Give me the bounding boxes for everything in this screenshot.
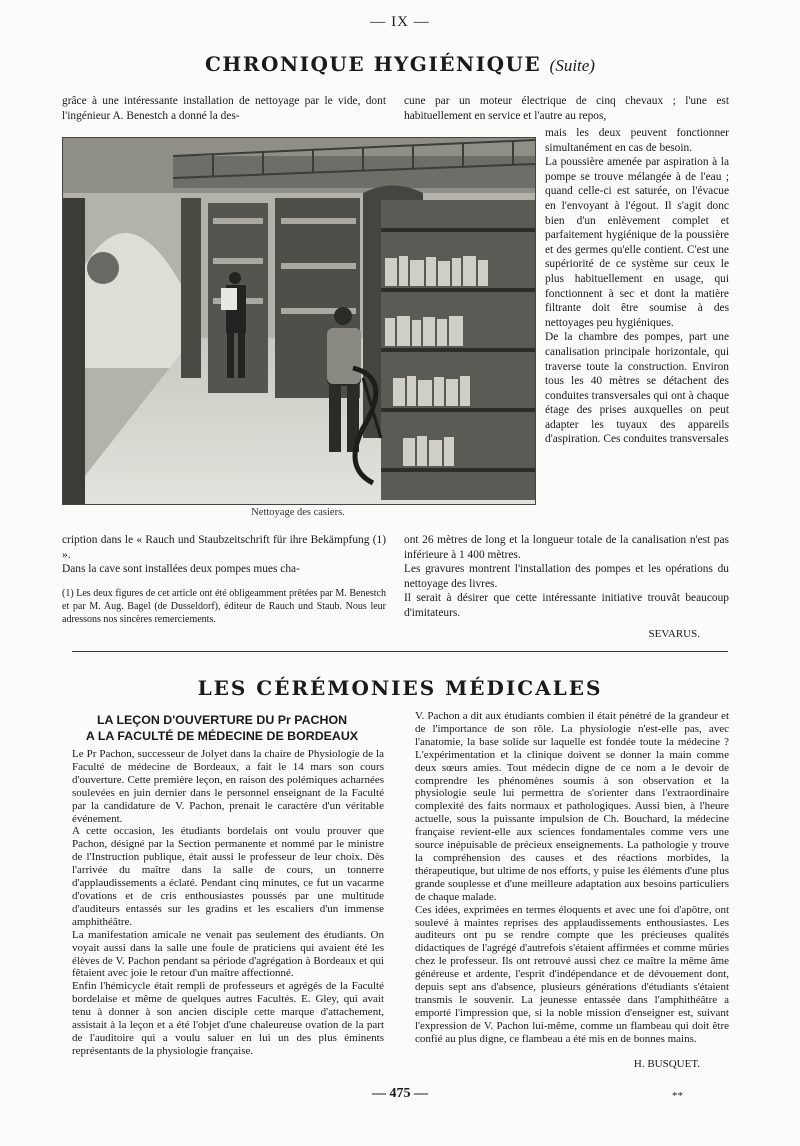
article2-signature: H. BUSQUET.	[633, 1058, 700, 1070]
library-photo	[62, 137, 536, 505]
photo-caption: Nettoyage des casiers.	[251, 507, 345, 518]
section-title-text: CHRONIQUE HYGIÉNIQUE	[205, 52, 542, 76]
article1-col-left-top: grâce à une intéressante installation de nettoyage par le vide, dont l'ingénieur A. Benestch a donné la des-	[62, 95, 386, 122]
footer-stars: **	[672, 1090, 683, 1102]
article1-col-right-wrap: mais les deux peuvent fonctionner simultanément en cas de besoin. La poussière amenée par aspiration à la pompe se trouve mélangée à de l'eau ; quand celle-ci est saturée, on l'évacue en l'envoyant à l'égout. Il s'agit donc bien d'un enlèvement complet et parfaitement hygiénique de la poussière et des germes qu'elle contient. C'est une supériorité de ce système sur ceux le plus habituellement en usage, qui fonctionnent à sec et dont la matière filtrante doit être soumise à des nettoyages peu hygiéniques. De la chambre des pompes, part une canalisation principale horizontale, qui traverse toute la construction. Environ tous les 40 mètres se détachent des conduites transversales qui ont à chaque étage des prises auxquelles on peut adapter les tuyaux des appareils d'aspiration. Ces conduites transversales	[545, 127, 729, 446]
article2-col-left: Le Pr Pachon, successeur de Jolyet dans la chaire de Physiologie de la Faculté de médecine de Bordeaux, a fait le 14 mars son cours d'ouverture. Cette première leçon, en raison des polémiques acharnées soulevées en juin dernier dans le personnel enseignant de la Faculté par la candidature de V. Pachon, prenait le caractère d'un véritable événement. A cette occasion, les étudiants bordelais ont voulu prouver que Pachon, désigné par la Section permanente et nommé par le ministre de l'Instruction publique, était aussi le professeur de leur choix. Dès l'arrivée du maître dans la salle de cours, un tonnerre d'applaudissements a éclaté. Pendant cinq minutes, ce fut un vacarme d'ovations et de cris enthousiastes poussés par une multitude d'auditeurs entassés sur les gradins et les escaliers d'un immense amphithéâtre. La manifestation amicale ne venait pas seulement des étudiants. On voyait aussi dans la salle une foule de praticiens qui avaient été les élèves de V. Pachon pendant sa période d'agrégation à Bordeaux et qui fêtaient avec joie le retour d'un maître affectionné. Enfin l'hémicycle était rempli de professeurs et agrégés de la Faculté bordelaise et même de quelques autres Facultés. E. Gley, qui avait tenu à donner à son ancien disciple cette marque d'attachement, assistait à la leçon et a été l'objet d'une chaleureuse ovation de la part de l'auditoire qui a voulu saluer en lui un des plus éminents représentants de la physiologie française.	[72, 748, 384, 1057]
article2-subtitle-line2: A LA FACULTÉ DE MÉDECINE DE BORDEAUX	[85, 729, 359, 743]
article2-col-right: V. Pachon a dit aux étudiants combien il était pénétré de la grandeur et de l'importance de son rôle. La physiologie n'est-elle pas, avec l'anatomie, la base solide sur laquelle est fondée toute la médecine ? L'expérimentation et la clinique doivent se donner la main comme deux sœurs amies. Tout médecin digne de ce nom a le devoir de comprendre les phénomènes soumis à son observation et la physiologie seule lui permettra de s'orienter dans l'extraordinaire complexité des faits normaux et pathologiques. Aussi bien, à l'heure actuelle, sous la puissante impulsion de Ch. Bouchard, la médecine française revient-elle aux sciences fondamentales comme vers une source inépuisable de précieux enseignements. La pathologie y trouve la compréhension des causes et des réactions morbides, la thérapeutique, but ultime de nos efforts, y puise les éléments d'une plus grande souplesse et d'une meilleure adaptation aux besoins particuliers de chaque malade. Ces idées, exprimées en termes éloquents et avec une foi d'apôtre, ont soulevé à maintes reprises des applaudissements enthousiastes. Les auditeurs ont pu se rendre compte que les précieuses qualités didactiques de l'agrégé d'autrefois s'étaient affirmées et comme mûries chez le professeur. Ils ont retrouvé aussi chez ce maître la même âme généreuse et ardente, l'esprit d'indépendance et de dévouement dont, depuis sept ans d'absence, plusieurs générations d'étudiants s'étaient transmis le souvenir. La jeunesse entassée dans l'amphithéâtre a emporté l'impression que, si la noble mission d'enseigner est, suivant l'expression de V. Pachon lui-même, comme un flambeau qui doit être confié au plus digne, ce flambeau a été mis en de bonnes mains.	[415, 710, 729, 1045]
section-title	[0, 52, 800, 76]
section-divider	[72, 651, 728, 652]
article1-col-right-bottom: ont 26 mètres de long et la longueur totale de la canalisation n'est pas inférieure à 1 400 mètres. Les gravures montrent l'installation des pompes et les opérations du nettoyage des livres. Il serait à désirer que cette intéressante initiative trouvât beaucoup d'imitateurs.	[404, 534, 729, 619]
article1-col-left-bottom: cription dans le « Rauch und Staubzeitschrift für ihre Bekämpfung (1) ». Dans la cave sont installées deux pompes mues cha-	[62, 534, 386, 576]
article1-footnote: (1) Les deux figures de cet article ont été obligeamment prêtées par M. Benestch et par M. Aug. Bagel (de Dusseldorf), éditeur de Rauch und Staub. Nous leur adressons nos sincères remerciements.	[62, 588, 386, 625]
page-number: — 475 —	[372, 1086, 428, 1101]
article2-subtitle	[72, 712, 372, 744]
article1-signature: SEVARUS.	[648, 628, 700, 640]
article2-title: LES CÉRÉMONIES MÉDICALES	[197, 676, 603, 700]
library-illustration	[63, 138, 535, 504]
article1-col-right-top: cune par un moteur électrique de cinq chevaux ; l'une est habituellement en service et l'autre au repos,	[404, 95, 729, 122]
article2-subtitle-line1: LA LEÇON D'OUVERTURE DU Pr PACHON	[96, 713, 348, 727]
page-folio: — IX —	[370, 14, 430, 30]
section-title-suffix: (Suite)	[549, 56, 595, 75]
